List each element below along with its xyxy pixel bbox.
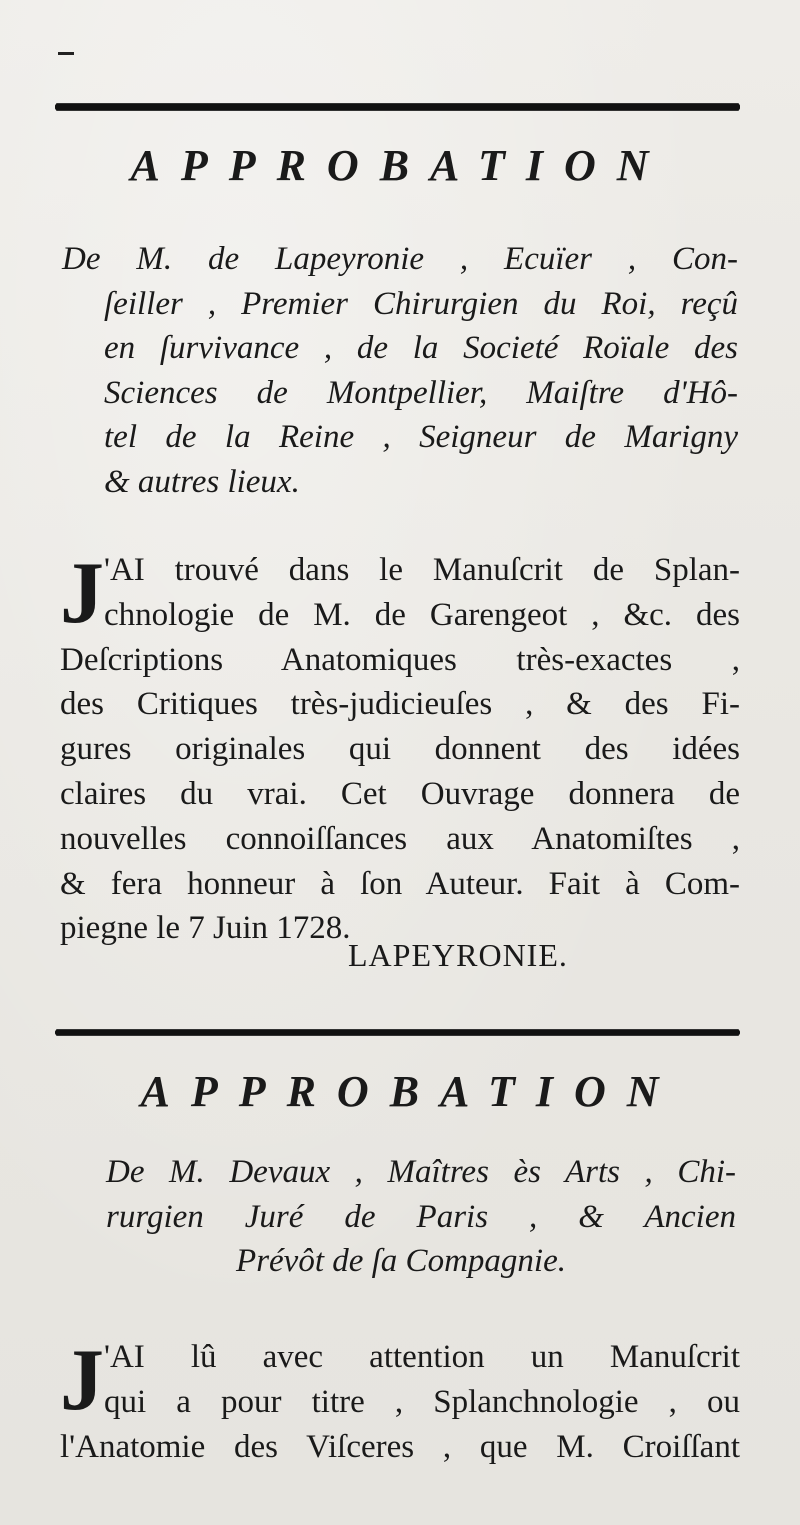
subtitle-line: rurgien Juré de Paris , & Ancien [106, 1198, 736, 1235]
body-line: chnologie de M. de Garengeot , &c. des [104, 596, 740, 633]
signature: LAPEYRONIE. [348, 937, 568, 973]
body-line: qui a pour titre , Splanchnologie , ou [104, 1383, 740, 1420]
subtitle-line: & autres lieux. [104, 463, 300, 500]
subtitle-line: en ſurvivance , de la Societé Roïale des [104, 330, 738, 366]
body-line: l'Anatomie des Viſceres , que M. Croiſſant [60, 1428, 740, 1465]
top-mark [58, 52, 74, 55]
body-line: gures originales qui donnent des idées [60, 731, 740, 768]
body-line: 'AI trouvé dans le Manuſcrit de Splan- [104, 552, 740, 588]
subtitle-line: ſeiller , Premier Chirurgien du Roi, reçû [104, 285, 738, 322]
approbation-1-text [60, 545, 740, 951]
body-line: 'AI lû avec attention un Manuſcrit [104, 1339, 740, 1375]
drop-cap: J [60, 1332, 104, 1429]
section-rule-middle [55, 1030, 740, 1035]
approbation-1-subtitle [62, 237, 738, 504]
body-line: Deſcriptions Anatomiques très-exactes , [60, 641, 740, 678]
approbation-heading-2: APPROBATION [140, 1067, 680, 1116]
body-line: des Critiques très-judicieuſes , & des Fi- [60, 686, 740, 723]
drop-cap: J [60, 545, 104, 642]
body-line: nouvelles connoiſſances aux Anatomiſtes , [60, 820, 740, 857]
body-line: & fera honneur à ſon Auteur. Fait à Com- [60, 865, 740, 902]
subtitle-line: De M. Devaux , Maîtres ès Arts , Chi- [106, 1154, 736, 1190]
subtitle-line: Prévôt de ſa Compagnie. [236, 1243, 566, 1279]
subtitle-line: De M. de Lapeyronie , Ecuïer , Con- [62, 241, 738, 277]
subtitle-line: Sciences de Montpellier, Maiſtre d'Hô- [104, 374, 738, 411]
approbation-2-text [60, 1332, 740, 1469]
approbation-2-subtitle [66, 1150, 736, 1284]
body-line: claires du vrai. Cet Ouvrage donnera de [60, 775, 740, 812]
section-rule-top [55, 104, 740, 110]
body-line: piegne le 7 Juin 1728. [60, 910, 351, 947]
subtitle-line: tel de la Reine , Seigneur de Marigny [104, 419, 738, 455]
approbation-heading-1: APPROBATION [130, 141, 670, 190]
